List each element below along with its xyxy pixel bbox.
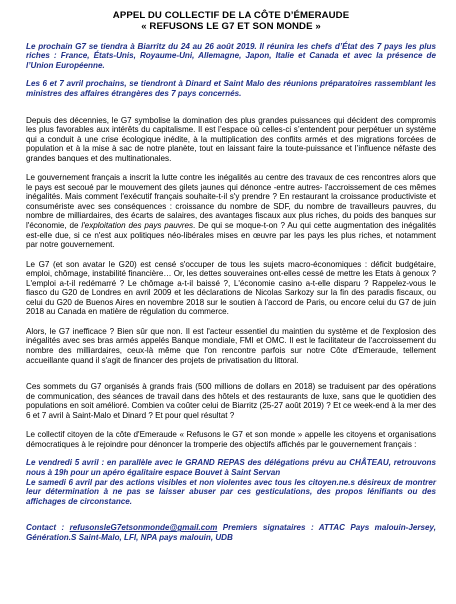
paragraph-inequalities-part-b: . De qui se moque-t-on ? Au qui cette augmentation des inégalités est-elle due, si ce n'est aux politiques néo-libérales mises en œuvre par les pays les plus riches, et notamment par notre gouvernement. xyxy=(26,221,437,250)
signatories-list: Premiers signataires : ATTAC Pays malouin-Jersey, Génération.S Saint-Malo, LFI, NPA pays malouin, UDB xyxy=(26,523,436,542)
paragraph-g20: Le G7 (et son avatar le G20) est censé s'occuper de tous les sujets macro-économiques : déficit budgétaire, emploi, chômage, instabilité financière… Or, les dettes souveraines ont-elles cessé de mettre les Etats à genoux ? L'emploi a-t-il redémarré ? Le chômage a-t-il baissé ?, L'économie casino a-t-elle disparu ? Rappelez-vous le fiasco du G20 de Londres en avril 2009 et les déclarations de Nicolas Sarkozy sur la fin des paradis fiscaux, ou celui du G20 de Buenos Aires en novembre 2018 sur le soutien à l'accord de Paris, ou encore celui du G7 de juin 2018 au Canada en matière de régulation du commerce. xyxy=(26,259,436,317)
intro-paragraph-summit: Le prochain G7 se tiendra à Biarritz du 24 au 26 août 2019. Il réunira les chefs d’État des 7 pays les plus riches : France, États-Unis, Royaume-Uni, Allemagne, Japon, Italie et Canada et avec la présence de l’Union Européenne. xyxy=(26,41,436,70)
call-saturday: Le samedi 6 avril par des actions visibles et non violentes avec tous les citoyen.ne.s désireux de montrer leur détermination à ne pas se laisser abuser par ces gesticulations, des propos lénifiants ou des affichages de circonstance. xyxy=(26,477,436,506)
paragraph-collective-call: Le collectif citoyen de la côte d'Emeraude « Refusons le G7 et son monde » appelle les citoyens et organisations démocratiques à le rejoindre pour dénoncer la tromperie des objectifs affichés par le gouvernement français : xyxy=(26,430,436,449)
contact-label: Contact : xyxy=(26,523,70,533)
paragraph-g7-domination: Depuis des décennies, le G7 symbolise la domination des plus grandes puissances qui décident des compromis les plus favorables aux intérêts du capitalisme. Il est l’espace où celles-ci s’entendent pour perpétuer un système qui a conduit à une crise écologique inédite, à la multiplication des conflits armés et des migrations forcées de population et à la mise à sac de notre planète, tout en laissant faire la toute-puissance et l’influence néfaste des grandes banques et des multinationales. xyxy=(26,115,436,163)
paragraph-summit-costs: Ces sommets du G7 organisés à grands frais (500 millions de dollars en 2018) se traduisent par des opérations de communication, des séances de travail dans des hôtels et des restaurants de luxe, sans que le quotidien des populations en soit amélioré. Combien va coûter celui de Biarritz (25-27 août 2019) ? Et ce week-end à la mer des 6 et 7 avril à Saint-Malo et Dinard ? Et pour quel résultat ? xyxy=(26,382,436,420)
contact-email-link[interactable]: refusonsleG7etsonmonde@gmail.com xyxy=(69,523,218,533)
paragraph-inequalities-part-a: Le gouvernement français a inscrit la lutte contre les inégalités au centre des travaux de ces rencontres alors que le pays est secoué par le mouvement des gilets jaunes qui dénonce -entre autres- l'accroissement de ces mêmes inégalités. Mais comment l'exécutif français souhaite-t-il s'y prendre ? En restaurant la croissance productiviste et consumériste avec ses conséquences : croissance du nombre de SDF, du nombre de travailleurs pauvres, du nombre de milliardaires, des écarts de salaires, des avantages fiscaux aux plus riches, du poids des banques sur l'économie, de xyxy=(26,173,436,231)
paragraph-inequalities xyxy=(26,173,436,249)
paragraph-g7-inefficace: Alors, le G7 inefficace ? Bien sûr que non. Il est l'acteur essentiel du maintien du système et de l'explosion des inégalités avec ses bras armés appelés Banque mondiale, FMI et OMC. Il est le facilitateur de l'accroissement du nombre des milliardaires, ceux-là même que l'on rencontre parfois sur notre Côte d'Emeraude, tellement accueillante quand il s'agit de financer des projets de privatisation du littoral. xyxy=(26,326,436,365)
emphasis-exploitation: l'exploitation des pays pauvres xyxy=(81,221,194,231)
document-subtitle: « REFUSONS LE G7 ET SON MONDE » xyxy=(141,21,321,33)
intro-paragraph-meetings: Les 6 et 7 avril prochains, se tiendront à Dinard et Saint Malo des réunions préparatoires rassemblant les ministres des affaires étrangères des 7 pays concernés. xyxy=(26,79,436,98)
document-title: APPEL DU COLLECTIF DE LA CÔTE D’ÉMERAUDE xyxy=(112,10,350,21)
call-friday: Le vendredi 5 avril : en parallèle avec le GRAND REPAS des délégations prévu au CHÂTEAU, retrouvons nous à 19h pour un apéro égalitaire espace Bouvet à Saint Servan xyxy=(26,458,436,477)
contact-line xyxy=(26,523,436,542)
